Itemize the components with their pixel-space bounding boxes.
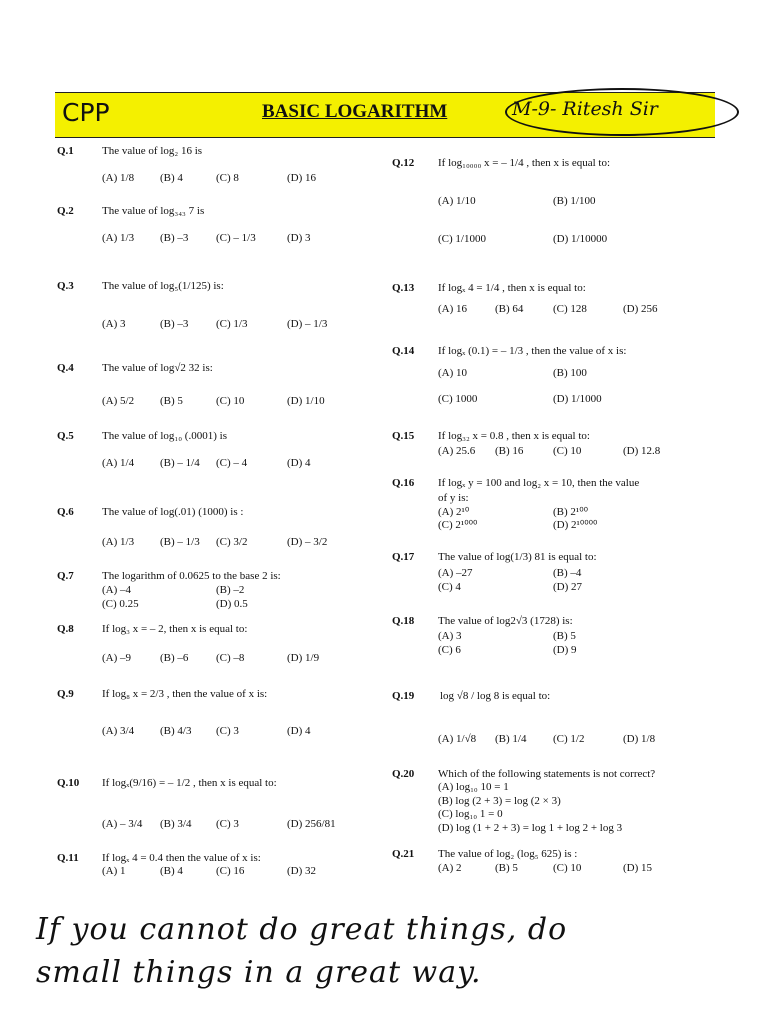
cpp-tag: CPP: [62, 98, 110, 127]
option: (D) 0.5: [216, 598, 248, 610]
question-text: If logₓ 4 = 0.4 then the value of x is:: [102, 852, 261, 864]
option: (B) 5: [553, 630, 576, 642]
question-number: Q.5: [57, 430, 74, 442]
option: (C) –8: [216, 652, 245, 664]
option: (C) 16: [216, 865, 245, 877]
question-number: Q.19: [392, 690, 415, 702]
handwritten-quote-line1: If you cannot do great things, do: [36, 912, 568, 947]
question-number: Q.16: [392, 477, 415, 489]
question-text: If logₓ(9/16) = – 1/2 , then x is equal to:: [102, 777, 277, 789]
option: (B) 2¹⁰⁰: [553, 506, 589, 518]
option: (B) 1/100: [553, 195, 596, 207]
question-number: Q.10: [57, 777, 80, 789]
option: (A) 10: [438, 367, 468, 379]
question-number: Q.6: [57, 506, 74, 518]
question-text: The value of log₁₀ (.0001) is: [102, 430, 227, 442]
option: (B) 100: [553, 367, 587, 379]
option: (D) 2¹⁰⁰⁰⁰: [553, 519, 598, 531]
question-text-cont: of y is:: [438, 492, 469, 504]
option: (D) 9: [553, 644, 577, 656]
question-text: If logₓ 4 = 1/4 , then x is equal to:: [438, 282, 586, 294]
question-text: If log₃₂ x = 0.8 , then x is equal to:: [438, 430, 590, 442]
option: (A) 1/3: [102, 232, 135, 244]
question-text: Which of the following statements is not correct?: [438, 768, 656, 780]
question-number: Q.13: [392, 282, 415, 294]
option: (D) 4: [287, 457, 311, 469]
option: (B) 4: [160, 865, 183, 877]
question-text: The value of log2√3 (1728) is:: [438, 615, 573, 627]
option: (D) 1/10: [287, 395, 325, 407]
option: (A) 3/4: [102, 725, 135, 737]
option: (C) 10: [216, 395, 245, 407]
option: (D) 1/1000: [553, 393, 602, 405]
question-number: Q.20: [392, 768, 415, 780]
question-number: Q.21: [392, 848, 415, 860]
option: (B) –2: [216, 584, 245, 596]
handwritten-quote-line2: small things in a great way.: [36, 955, 482, 990]
option: (A) 2: [438, 862, 462, 874]
option: (C) 10: [553, 862, 582, 874]
option: (D) 1/8: [623, 733, 656, 745]
option: (D) 16: [287, 172, 317, 184]
option: (A) –27: [438, 567, 473, 579]
option: (B) –4: [553, 567, 582, 579]
option: (D) 4: [287, 725, 311, 737]
option: (C) 10: [553, 445, 582, 457]
question-number: Q.11: [57, 852, 79, 864]
option: (C) 1/1000: [438, 233, 486, 245]
option: (D) – 1/3: [287, 318, 328, 330]
option: (B) –3: [160, 318, 189, 330]
option: (B) – 1/4: [160, 457, 200, 469]
option: (D) 256/81: [287, 818, 336, 830]
question-text: If log₃ x = – 2, then x is equal to:: [102, 623, 248, 635]
option: (C) 1/3: [216, 318, 248, 330]
option: (A) 2¹⁰: [438, 506, 470, 518]
question-text: The value of log(1/3) 81 is equal to:: [438, 551, 597, 563]
option: (C) 8: [216, 172, 239, 184]
question-number: Q.14: [392, 345, 415, 357]
option: (B) 64: [495, 303, 524, 315]
option: (D) 256: [623, 303, 658, 315]
option: (A) 1: [102, 865, 126, 877]
option: (A) 3: [438, 630, 462, 642]
question-number: Q.1: [57, 145, 74, 157]
option: (C) 6: [438, 644, 461, 656]
option: (B) –3: [160, 232, 189, 244]
option: (C) 3: [216, 725, 239, 737]
question-number: Q.18: [392, 615, 415, 627]
option: (D) 27: [553, 581, 583, 593]
option: (B) 16: [495, 445, 524, 457]
option: (A) log₁₀ 10 = 1: [438, 781, 509, 793]
handwritten-note: M-9- Ritesh Sir: [512, 98, 658, 120]
option: (D) 32: [287, 865, 317, 877]
option: (D) log (1 + 2 + 3) = log 1 + log 2 + log 3: [438, 822, 623, 834]
question-text: If log₈ x = 2/3 , then the value of x is:: [102, 688, 268, 700]
option: (A) –4: [102, 584, 132, 596]
option: (B) log (2 + 3) = log (2 × 3): [438, 795, 561, 807]
option: (A) –9: [102, 652, 132, 664]
option: (D) 15: [623, 862, 653, 874]
option: (B) 1/4: [495, 733, 527, 745]
question-number: Q.3: [57, 280, 74, 292]
question-number: Q.2: [57, 205, 74, 217]
option: (C) log₁₀ 1 = 0: [438, 808, 503, 820]
option: (C) 3/2: [216, 536, 248, 548]
option: (A) 1/√8: [438, 733, 477, 745]
option: (A) 1/10: [438, 195, 476, 207]
option: (A) 25.6: [438, 445, 476, 457]
option: (C) 0.25: [102, 598, 139, 610]
question-number: Q.12: [392, 157, 415, 169]
option: (B) 5: [160, 395, 183, 407]
option: (C) 2¹⁰⁰⁰: [438, 519, 478, 531]
option: (D) – 3/2: [287, 536, 328, 548]
page-title: BASIC LOGARITHM: [262, 101, 448, 122]
option: (B) 5: [495, 862, 518, 874]
option: (B) – 1/3: [160, 536, 200, 548]
question-text: If logₓ y = 100 and log₂ x = 10, then the value: [438, 477, 640, 489]
option: (B) 3/4: [160, 818, 192, 830]
option: (A) 3: [102, 318, 126, 330]
question-text: log √8 / log 8 is equal to:: [440, 690, 551, 702]
question-text: If logₓ (0.1) = – 1/3 , then the value of x is:: [438, 345, 627, 357]
option: (C) – 1/3: [216, 232, 256, 244]
option: (A) 1/3: [102, 536, 135, 548]
option: (A) 5/2: [102, 395, 135, 407]
option: (C) 1000: [438, 393, 478, 405]
question-text: The value of log₂ (log₅ 625) is :: [438, 848, 578, 860]
option: (B) 4/3: [160, 725, 192, 737]
question-number: Q.8: [57, 623, 74, 635]
option: (C) 3: [216, 818, 239, 830]
question-text: The value of log₅(1/125) is:: [102, 280, 224, 292]
option: (B) –6: [160, 652, 189, 664]
option: (A) 16: [438, 303, 468, 315]
question-text: The value of log√2 32 is:: [102, 362, 213, 374]
question-number: Q.4: [57, 362, 74, 374]
option: (B) 4: [160, 172, 183, 184]
option: (A) 1/8: [102, 172, 135, 184]
question-text: The value of log₂ 16 is: [102, 145, 203, 157]
option: (C) 4: [438, 581, 461, 593]
question-text: If log₁₀₀₀₀ x = – 1/4 , then x is equal to:: [438, 157, 611, 169]
option: (A) 1/4: [102, 457, 135, 469]
option: (D) 1/10000: [553, 233, 608, 245]
question-text: The logarithm of 0.0625 to the base 2 is:: [102, 570, 281, 582]
option: (C) 1/2: [553, 733, 585, 745]
question-number: Q.7: [57, 570, 74, 582]
question-text: The value of log₃₄₃ 7 is: [102, 205, 205, 217]
option: (C) 128: [553, 303, 587, 315]
option: (D) 1/9: [287, 652, 320, 664]
question-number: Q.9: [57, 688, 74, 700]
option: (D) 3: [287, 232, 311, 244]
option: (D) 12.8: [623, 445, 661, 457]
question-number: Q.17: [392, 551, 415, 563]
option: (A) – 3/4: [102, 818, 143, 830]
question-text: The value of log(.01) (1000) is :: [102, 506, 244, 518]
question-number: Q.15: [392, 430, 415, 442]
option: (C) – 4: [216, 457, 248, 469]
